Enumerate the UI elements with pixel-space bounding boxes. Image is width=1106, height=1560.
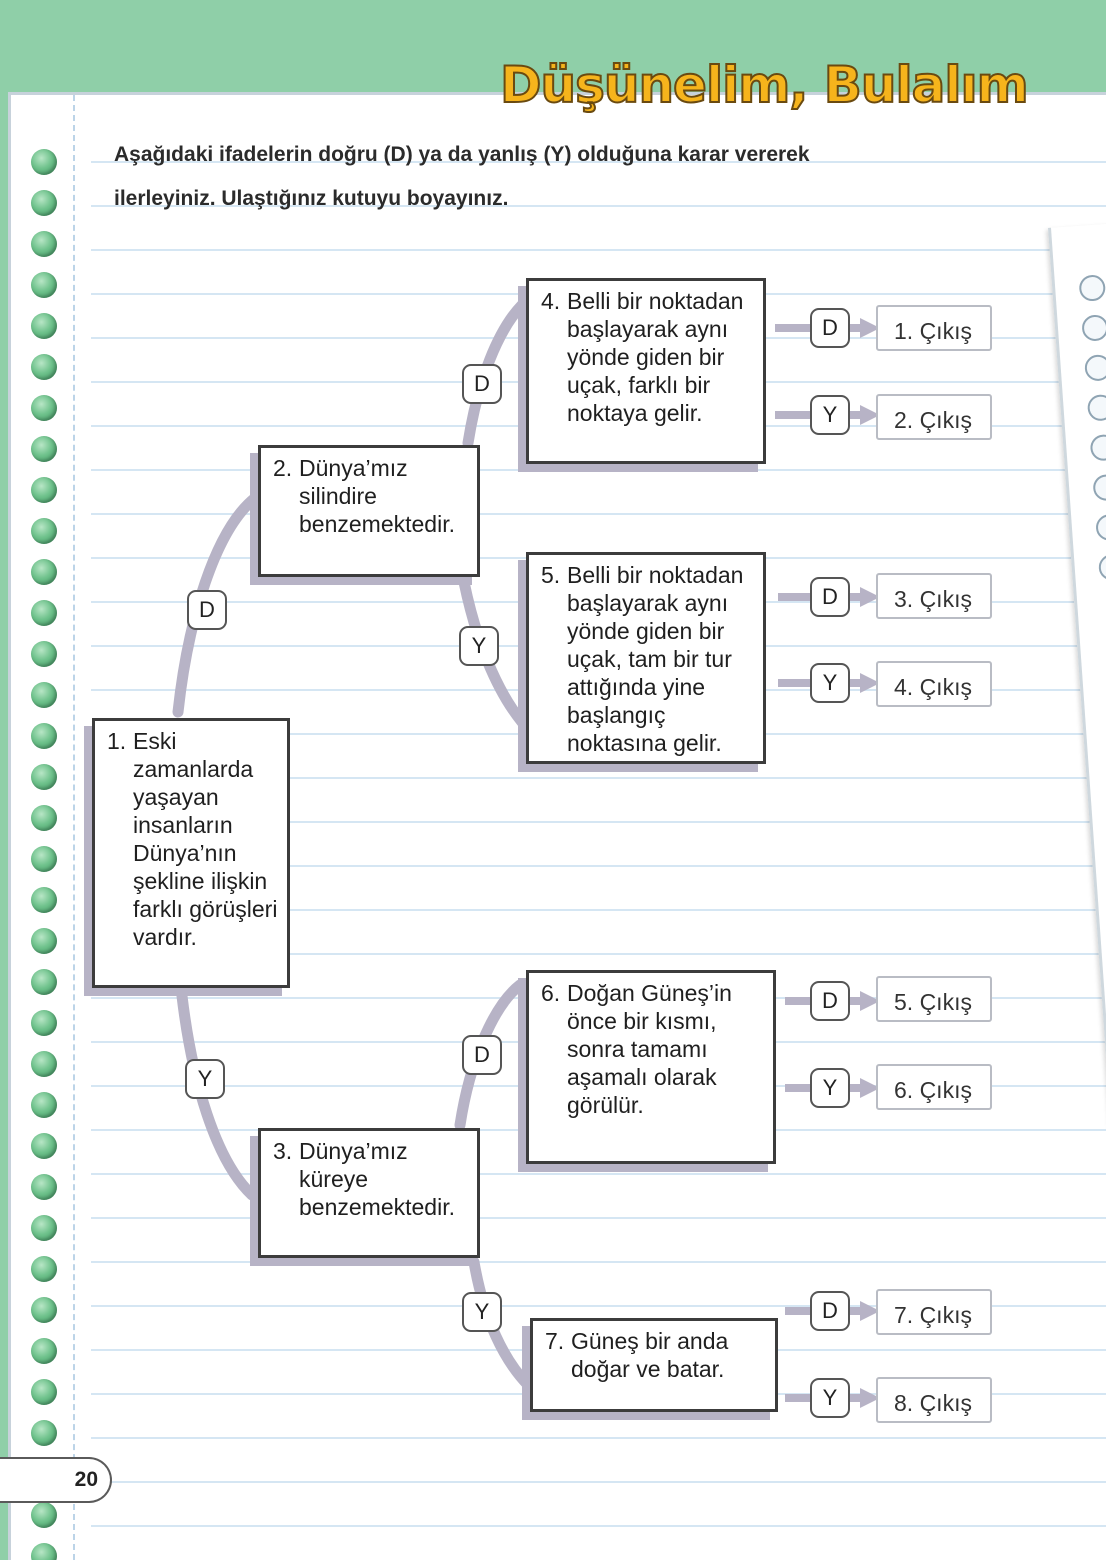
true-tag: D xyxy=(810,577,850,617)
exit-box-8[interactable]: 8. Çıkış xyxy=(876,1377,992,1423)
false-tag: Y xyxy=(810,1068,850,1108)
true-tag: D xyxy=(462,1035,502,1075)
statement-text: Dünya’mız silindire benzemektedir. xyxy=(299,455,455,537)
statement-text: Dünya’mız küreye benzemektedir. xyxy=(299,1138,455,1220)
statement-box-6 xyxy=(526,970,776,1164)
statement-number: 1. xyxy=(107,728,127,754)
statement-number: 2. xyxy=(273,455,293,481)
true-tag: D xyxy=(810,308,850,348)
statement-text: Belli bir noktadan başlayarak aynı yönde giden bir uçak, farklı bir noktaya gelir. xyxy=(567,288,744,426)
statement-number: 3. xyxy=(273,1138,293,1164)
page-title: Düşünelim, Bulalım xyxy=(500,56,1028,114)
false-tag: Y xyxy=(810,663,850,703)
statement-number: 4. xyxy=(541,288,561,314)
false-tag: Y xyxy=(459,626,499,666)
statement-box-3 xyxy=(258,1128,480,1258)
false-tag: Y xyxy=(462,1292,502,1332)
statement-number: 7. xyxy=(545,1328,565,1354)
false-tag: Y xyxy=(185,1059,225,1099)
exit-box-5[interactable]: 5. Çıkış xyxy=(876,976,992,1022)
exit-box-2[interactable]: 2. Çıkış xyxy=(876,394,992,440)
exit-box-7[interactable]: 7. Çıkış xyxy=(876,1289,992,1335)
exit-box-1[interactable]: 1. Çıkış xyxy=(876,305,992,351)
statement-number: 6. xyxy=(541,980,561,1006)
statement-text: Doğan Güneş’in önce bir kısmı, sonra tamamı aşamalı olarak görülür. xyxy=(567,980,732,1118)
false-tag: Y xyxy=(810,395,850,435)
statement-text: Eski zamanlarda yaşayan insanların Dünya’nın şekline ilişkin farklı görüşleri vardır. xyxy=(133,728,278,950)
instruction-line-2: ilerleyiniz. Ulaştığınız kutuyu boyayınız. xyxy=(114,187,509,210)
statement-number: 5. xyxy=(541,562,561,588)
statement-box-7 xyxy=(530,1318,778,1412)
statement-box-4 xyxy=(526,278,766,464)
exit-box-6[interactable]: 6. Çıkış xyxy=(876,1064,992,1110)
true-tag: D xyxy=(462,364,502,404)
statement-box-5 xyxy=(526,552,766,764)
statement-text: Belli bir noktadan başlayarak aynı yönde giden bir uçak, tam bir tur attığında yine başlangıç noktasına gelir. xyxy=(567,562,744,756)
statement-text: Güneş bir anda doğar ve batar. xyxy=(571,1328,729,1382)
instruction-line-1: Aşağıdaki ifadelerin doğru (D) ya da yanlış (Y) olduğuna karar vererek xyxy=(114,143,810,166)
false-tag: Y xyxy=(810,1378,850,1418)
page-number: 20 xyxy=(0,1457,112,1503)
exit-box-4[interactable]: 4. Çıkış xyxy=(876,661,992,707)
statement-box-1 xyxy=(92,718,290,988)
true-tag: D xyxy=(187,590,227,630)
statement-box-2 xyxy=(258,445,480,577)
true-tag: D xyxy=(810,1291,850,1331)
true-tag: D xyxy=(810,981,850,1021)
exit-box-3[interactable]: 3. Çıkış xyxy=(876,573,992,619)
